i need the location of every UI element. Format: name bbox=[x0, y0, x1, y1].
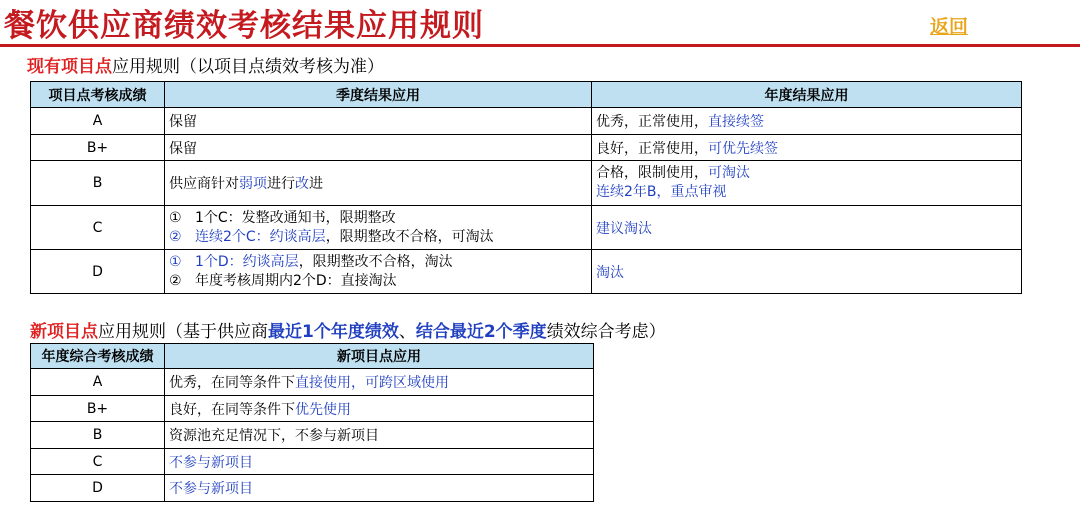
table-row bbox=[31, 449, 594, 475]
item-text: 年度考核周期内2个D：直接淘汰 bbox=[195, 272, 397, 289]
table-row bbox=[31, 250, 1022, 294]
table-row bbox=[31, 475, 594, 502]
section-new-text: 应用规则（基于供应商 bbox=[98, 322, 268, 342]
col-header-grade: 项目点考核成绩 bbox=[31, 82, 165, 108]
annual-cell: 建议淘汰 bbox=[592, 206, 1022, 250]
application-text: 资源池充足情况下，不参与新项目 bbox=[169, 428, 379, 444]
current-rules-table bbox=[30, 81, 1022, 294]
section-new-text: 绩效综合考虑） bbox=[546, 322, 666, 342]
table-row bbox=[31, 206, 1022, 250]
annual-text: 良好，正常使用， bbox=[596, 140, 708, 157]
table-row bbox=[31, 396, 594, 422]
annual-text: 合格，限制使用， bbox=[596, 165, 708, 181]
grade-cell: B+ bbox=[31, 396, 165, 422]
application-highlight: 不参与新项目 bbox=[169, 454, 253, 471]
quarterly-cell: 保留 bbox=[165, 135, 592, 161]
item-text: ，限期整改不合格，可淘汰 bbox=[325, 228, 494, 245]
quarterly-text: 进行 bbox=[267, 176, 295, 192]
application-highlight: 不参与新项目 bbox=[169, 481, 253, 497]
col-header-annual: 年度结果应用 bbox=[592, 82, 1022, 108]
section-current-highlight: 现有项目点 bbox=[27, 57, 112, 77]
col-header-quarterly: 季度结果应用 bbox=[165, 82, 592, 108]
application-text: 优秀，在同等条件下 bbox=[169, 375, 295, 391]
annual-cell: 淘汰 bbox=[592, 250, 1022, 294]
item-text: 1个C：发整改通知书，限期整改 bbox=[195, 209, 396, 226]
table-row bbox=[31, 108, 1022, 135]
annual-highlight: 连续2年B，重点审视 bbox=[596, 184, 727, 200]
grade-cell: A bbox=[31, 108, 165, 135]
application-text: 良好，在同等条件下 bbox=[169, 401, 295, 418]
grade-cell: B+ bbox=[31, 135, 165, 161]
quarterly-cell: 保留 bbox=[165, 108, 592, 135]
quarterly-cell bbox=[165, 250, 592, 294]
quarterly-item bbox=[169, 209, 587, 228]
quarterly-highlight: 改 bbox=[295, 176, 309, 192]
grade-cell: D bbox=[31, 475, 165, 502]
quarterly-item bbox=[169, 253, 587, 272]
grade-cell: C bbox=[31, 206, 165, 250]
annual-text: 优秀，正常使用， bbox=[596, 114, 708, 130]
application-highlight: 直接使用，可跨区域使用 bbox=[295, 375, 449, 391]
quarterly-text: 进 bbox=[309, 176, 323, 192]
item-number: ② bbox=[169, 272, 182, 289]
section-new-blue: 结合最近2个季度 bbox=[415, 322, 547, 342]
table-row bbox=[31, 422, 594, 449]
page-title: 餐饮供应商绩效考核结果应用规则 bbox=[4, 8, 484, 44]
table-header-row bbox=[31, 82, 1022, 108]
quarterly-cell bbox=[165, 161, 592, 206]
quarterly-highlight: 弱项 bbox=[239, 176, 267, 192]
quarterly-text: 供应商针对 bbox=[169, 176, 239, 192]
item-number: ① bbox=[169, 209, 182, 226]
table-row bbox=[31, 135, 1022, 161]
item-number: ① bbox=[169, 253, 182, 270]
item-highlight: 连续2个C：约谈高层 bbox=[195, 228, 326, 245]
annual-line bbox=[596, 164, 1017, 183]
annual-cell bbox=[592, 161, 1022, 206]
section-new-highlight: 新项目点 bbox=[30, 322, 98, 342]
title-divider bbox=[0, 44, 1080, 47]
section-current-rest: 应用规则（以项目点绩效考核为准） bbox=[112, 57, 384, 77]
section-new-blue: 最近1个年度绩效 bbox=[268, 322, 399, 342]
application-cell bbox=[165, 475, 594, 502]
table-header-row bbox=[31, 344, 594, 369]
item-text: ，限期整改不合格，淘汰 bbox=[298, 253, 453, 270]
col-header-grade: 年度综合考核成绩 bbox=[31, 344, 165, 369]
application-cell bbox=[165, 449, 594, 475]
item-highlight: 1个D：约谈高层 bbox=[195, 253, 299, 270]
annual-highlight: 直接续签 bbox=[708, 114, 764, 130]
item-number: ② bbox=[169, 228, 182, 245]
application-cell bbox=[165, 422, 594, 449]
grade-cell: A bbox=[31, 369, 165, 396]
annual-cell bbox=[592, 135, 1022, 161]
annual-highlight: 可优先续签 bbox=[708, 140, 778, 157]
annual-highlight: 可淘汰 bbox=[708, 165, 750, 181]
application-highlight: 优先使用 bbox=[295, 401, 351, 418]
table-row bbox=[31, 161, 1022, 206]
quarterly-cell bbox=[165, 206, 592, 250]
quarterly-item bbox=[169, 272, 587, 291]
table-row bbox=[31, 369, 594, 396]
quarterly-item bbox=[169, 228, 587, 247]
grade-cell: C bbox=[31, 449, 165, 475]
grade-cell: D bbox=[31, 250, 165, 294]
section-new-title bbox=[30, 317, 666, 342]
grade-cell: B bbox=[31, 161, 165, 206]
application-cell bbox=[165, 369, 594, 396]
new-rules-table bbox=[30, 343, 594, 502]
section-current-title bbox=[27, 52, 384, 77]
back-link[interactable]: 返回 bbox=[930, 16, 969, 38]
col-header-application: 新项目点应用 bbox=[165, 344, 594, 369]
section-new-text: 、 bbox=[398, 322, 416, 342]
grade-cell: B bbox=[31, 422, 165, 449]
annual-cell bbox=[592, 108, 1022, 135]
application-cell bbox=[165, 396, 594, 422]
